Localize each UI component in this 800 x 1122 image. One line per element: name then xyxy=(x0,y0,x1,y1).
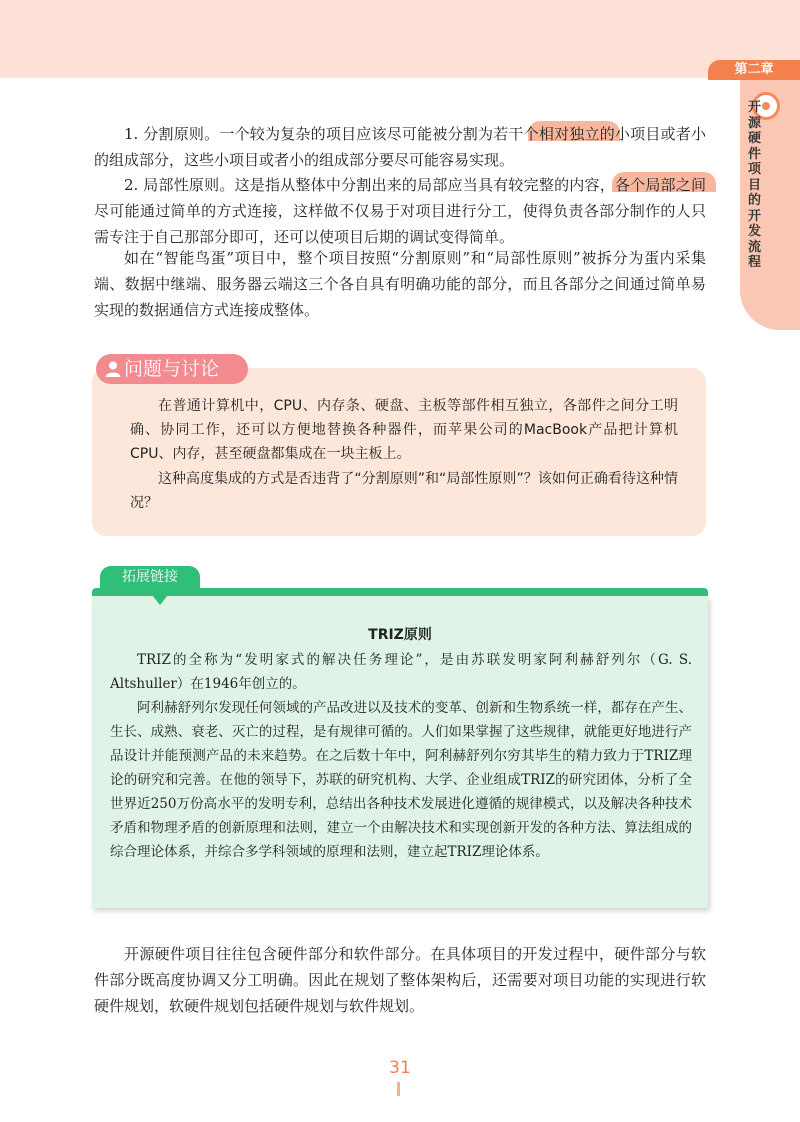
extension-title: TRIZ原则 xyxy=(368,627,432,643)
extension-paragraph: TRIZ的全称为“发明家式的解决任务理论”，是由苏联发明家阿利赫舒列尔（G. S. Altshuller）在1946年创立的。 xyxy=(110,652,692,692)
page-number: 31 xyxy=(389,1058,411,1078)
chapter-label: 第二章 xyxy=(708,60,800,80)
extension-paragraph: 阿利赫舒列尔发现任何领域的产品改进以及技术的变革、创新和生物系统一样，都存在产生、生长、成熟、衰老、灭亡的过程，是有规律可循的。人们如果掌握了这些规律，就能更好地进行产品设计并能预测产品的未来趋势。在之后数十年中，阿利赫舒列尔穷其毕生的精力致力于TRIZ理论的研究和完善。在他的领导下，苏联的研究机构、大学、企业组成TRIZ的研究团体，分析了全世界近250万份高水平的发明专利，总结出各种技术发展进化遵循的规律模式，以及解决各种技术矛盾和物理矛盾的创新原理和法则，建立一个由解决技术和实现创新开发的各种方法、算法组成的综合理论体系，并综合多学科领域的原理和法则，建立起TRIZ理论体系。 xyxy=(110,700,692,860)
page-number-bar xyxy=(397,1082,400,1096)
body-paragraph: 1. 分割原则。一个较为复杂的项目应该尽可能被分割为若干个相对独立的小项目或者小的组成部分，这些小项目或者小的组成部分要尽可能容易实现。 xyxy=(94,125,706,169)
discussion-paragraph: 这种高度集成的方式是否违背了“分割原则”和“局部性原则”？该如何正确看待这种情况？ xyxy=(130,471,678,511)
body-paragraph: 如在“智能鸟蛋”项目中，整个项目按照“分割原则”和“局部性原则”被拆分为蛋内采集端、数据中继端、服务器云端这三个各自具有明确功能的部分，而且各部分之间通过简单易实现的数据通信方式连接成整体。 xyxy=(94,249,706,319)
discussion-paragraph: 在普通计算机中，CPU、内存条、硬盘、主板等部件相互独立，各部件之间分工明确、协同工作，还可以方便地替换各种器件，而苹果公司的MacBook产品把计算机CPU、内存，甚至硬盘都集成在一块主板上。 xyxy=(130,398,678,462)
top-banner xyxy=(0,0,800,78)
discussion-header xyxy=(96,354,248,384)
extension-top-bar xyxy=(92,588,708,596)
extension-pointer xyxy=(152,595,168,605)
user-group-icon xyxy=(104,360,122,378)
closing-paragraph: 开源硬件项目往往包含硬件部分和软件部分。在具体项目的开发过程中，硬件部分与软件部分既高度协调又分工明确。因此在规划了整体架构后，还需要对项目功能的实现进行软硬件规划，软硬件规划包括硬件规划与软件规划。 xyxy=(94,945,706,1015)
extension-label: 拓展链接 xyxy=(100,566,200,588)
body-paragraph: 2. 局部性原则。这是指从整体中分割出来的局部应当具有较完整的内容，各个局部之间尽可能通过简单的方式连接，这样做不仅易于对项目进行分工，使得负责各部分制作的人只需专注于自己那部分即可，还可以使项目后期的调试变得简单。 xyxy=(94,176,706,246)
side-chapter-title: 开源硬件项目的开发流程 xyxy=(748,100,762,270)
discussion-title: 问题与讨论 xyxy=(124,358,220,380)
